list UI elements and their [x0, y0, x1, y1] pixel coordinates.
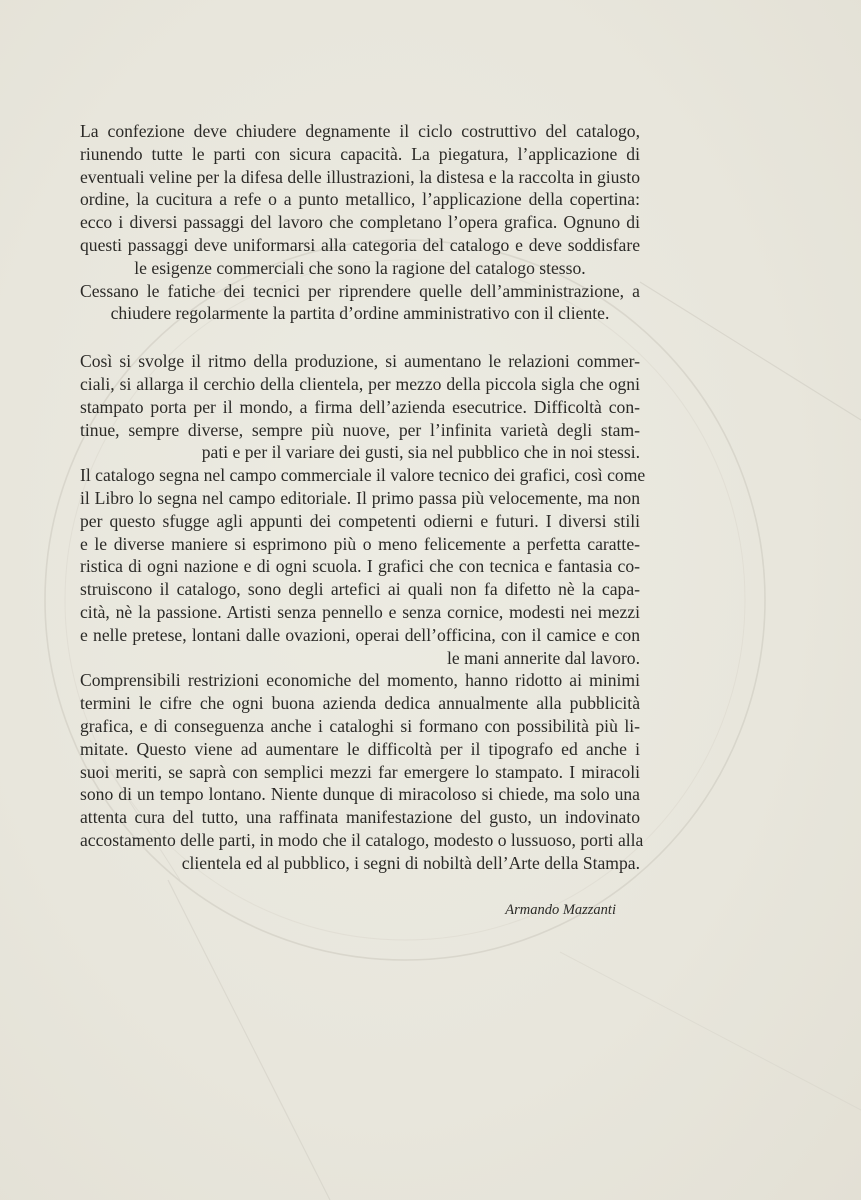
text-line: clientela ed al pubblico, i segni di nobiltà dell’Arte della Stampa. [181, 852, 640, 873]
text-line: il Libro lo segna nel campo editoriale. Il primo passa più velocemente, ma non [80, 487, 640, 508]
text-line: struiscono il catalogo, sono degli artefici ai quali non fa difetto nè la capa- [80, 579, 640, 600]
text-line: questi passaggi deve uniformarsi alla categoria del catalogo e deve soddisfare [80, 234, 640, 255]
text-line: stampato porta per il mondo, a firma dell’azienda esecutrice. Difficoltà con- [80, 396, 640, 417]
paragraph-1 [80, 120, 640, 325]
text-line: ciali, si allarga il cerchio della clientela, per mezzo della piccola sigla che ogni [80, 373, 640, 394]
text-line: tinue, sempre diverse, sempre più nuove, per l’infinita varietà degli stam- [80, 419, 640, 440]
text-line: Il catalogo segna nel campo commerciale il valore tecnico dei grafici, così come [80, 465, 646, 486]
paragraph-gap [80, 325, 640, 350]
text-line: pati e per il variare dei gusti, sia nel pubblico che in noi stessi. [201, 442, 640, 463]
author-signature: Armando Mazzanti [505, 902, 616, 918]
text-line: accostamento delle parti, in modo che il catalogo, modesto o lussuoso, porti alla [80, 829, 644, 850]
text-line: sono di un tempo lontano. Niente dunque di miracoloso si chiede, ma solo una [80, 784, 640, 805]
body-text [80, 120, 646, 875]
paragraph-2 [80, 350, 646, 874]
text-line: Comprensibili restrizioni economiche del momento, hanno ridotto ai minimi [80, 670, 640, 691]
text-line: le mani annerite dal lavoro. [447, 647, 640, 668]
text-line: chiudere regolarmente la partita d’ordine amministrativo con il cliente. [110, 303, 610, 324]
text-line: ecco i diversi passaggi del lavoro che completano l’opera grafica. Ognuno di [80, 212, 640, 233]
text-line: La confezione deve chiudere degnamente il ciclo costruttivo del catalogo, [80, 121, 640, 141]
text-line: attenta cura del tutto, una raffinata manifestazione del gusto, un indovinato [80, 807, 640, 828]
text-line: cità, nè la passione. Artisti senza pennello e senza cornice, modesti nei mezzi [80, 601, 640, 622]
text-line: riunendo tutte le parti con sicura capacità. La piegatura, l’applicazione di [80, 143, 640, 164]
text-line: grafica, e di conseguenza anche i cataloghi si formano con possibilità più li- [80, 715, 640, 736]
text-line: e nelle pretese, lontani dalle ovazioni, operai dell’officina, con il camice e con [80, 624, 640, 645]
text-line: per questo sfugge agli appunti dei competenti odierni e futuri. I diversi stili [80, 510, 640, 531]
text-line: eventuali veline per la difesa delle illustrazioni, la distesa e la raccolta in giusto [80, 166, 640, 187]
text-line: e le diverse maniere si esprimono più o meno felicemente a perfetta caratte- [80, 533, 640, 554]
text-line: le esigenze commerciali che sono la ragione del catalogo stesso. [134, 257, 586, 278]
text-line: Cessano le fatiche dei tecnici per riprendere quelle dell’amministrazione, a [80, 280, 640, 301]
text-line: suoi meriti, se saprà con semplici mezzi far emergere lo stampato. I miracoli [80, 761, 640, 782]
text-line: mitate. Questo viene ad aumentare le difficoltà per il tipografo ed anche i [80, 738, 640, 759]
text-line: ordine, la cucitura a refe o a punto metallico, l’applicazione della copertina: [80, 189, 640, 210]
text-line: termini le cifre che ogni buona azienda dedica annualmente alla pubblicità [80, 693, 640, 714]
text-line: Così si svolge il ritmo della produzione, si aumentano le relazioni commer- [80, 351, 640, 372]
text-line: ristica di ogni nazione e di ogni scuola. I grafici che con tecnica e fantasia co- [80, 556, 640, 577]
